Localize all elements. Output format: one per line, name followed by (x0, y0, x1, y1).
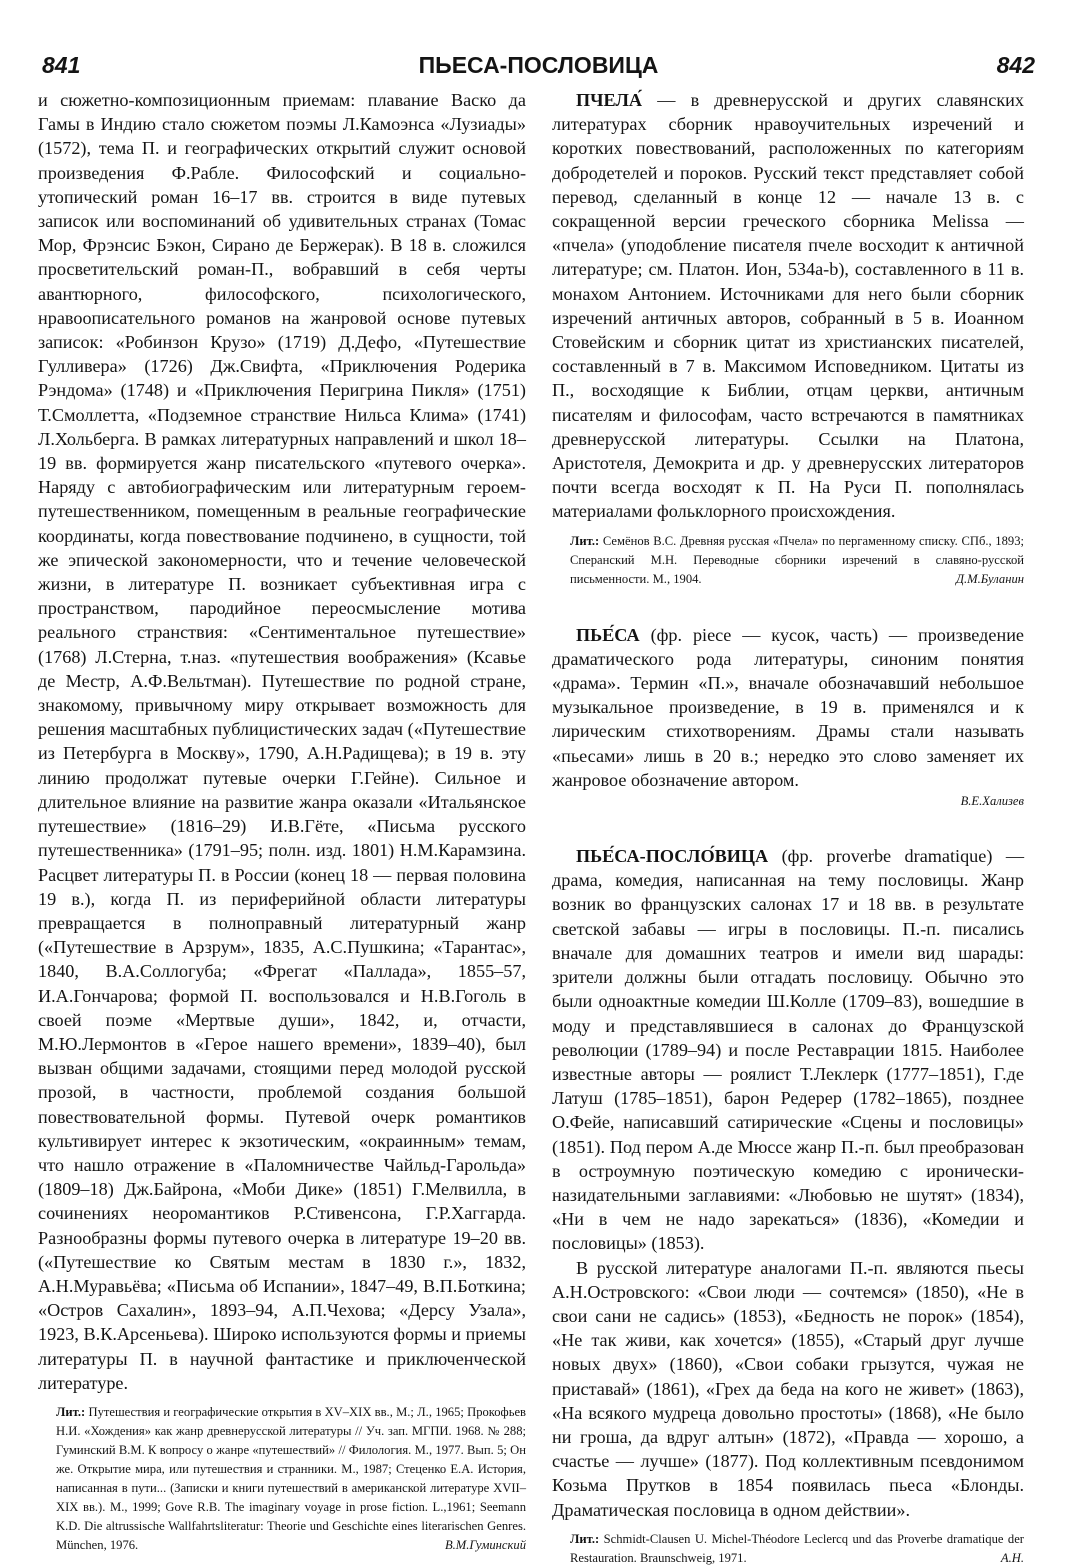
article-author: В.М.Гуминский (444, 1537, 526, 1552)
entry-text: (фр. proverbe dramatique) — драма, комедия, написанная на тему пословицы. Жанр возник во французских салонах 17 и 18 вв. в результате светской забавы — игры в пословицы. П.-п. писались вначале для домашних театров и имели вид шарады: зрители должны были отгадать пословицу. Обычно это были одноактные комедии Ш.Колле (1709–83), вошедшие в моду и представлявшиеся в салонах до Французской революции (1789–94) и после Реставрации 1815. Наиболее известные авторы — роялист Т.Леклерк (1777–1851), Г.де Латуш (1785–1851), барон Редерер (1782–1865), позднее О.Фейе, написавший сатирические «Сцены и пословицы» (1851). Под пером А.де Мюссе жанр П.-п. был преобразован в остроумную поэтическую комедию с иронически-назидательными заглавиями: «Любовью не шутят» (1834), «Ни в чем не надо зарекаться» (1836), «Комедии и пословицы» (1853). (552, 846, 1025, 1254)
right-column (552, 88, 1024, 1568)
references-text: Путешествия и географические открытия в XV–XIX вв., М.; Л., 1965; Прокофьев Н.И. «Хождения» как жанр древнерусской литературы // Уч. зап. МГПИ. 1968. № 288; Гуминский В.М. К вопросу о жанре «путешествий» // Филология. М., 1977. Вып. 5; Он же. Открытие мира, или путешествия и странники. М., 1987; Стеценко Е.А. История, написанная в пути... (Записки и книги путешествий в американской литературе XVII–XIX вв.). М., 1999; Gove R.B. The imaginary voyage in prose fiction. L.,1961; Seemann K.D. Die altrussische Wallfahrtsliteratur: Theorie und Geschichte eines literarischen Genres. München, 1976. (56, 1404, 526, 1552)
entry-body (552, 623, 1024, 792)
page-header (28, 52, 1049, 84)
references-label: Лит.: (570, 1531, 600, 1546)
right-page-number: 842 (996, 52, 1035, 78)
references-text: Семёнов В.С. Древняя русская «Пчела» по пергаменному списку. СПб., 1893; Сперанский М.Н. Переводные сборники изречений в славяно-русской письменности. М., 1904. (570, 533, 1024, 586)
entry-piesa (552, 623, 1024, 810)
left-column (38, 88, 526, 1555)
entry-piesa-poslovica (552, 844, 1024, 1568)
left-body-text: и сюжетно-композиционным приемам: плавание Васко да Гамы в Индию стало сюжетом поэмы Л.Камоэнса «Лузиады» (1572), тема П. и географических открытий служит основой произведения Ф.Рабле. Философский и социально-утопический роман 16–17 вв. строится в виде путевых записок или воспоминаний об удивительных странах (Томас Мор, Фрэнсис Бэкон, Сирано де Бержерак). В 18 в. сложился просветительский роман-П., вобравший в себя черты авантюрного, философского, психологического, нравоописательного романов на жанровой основе путевых записок: «Робинзон Крузо» (1719) Д.Дефо, «Путешествие Гулливера» (1726) Дж.Свифта, «Приключения Родерика Рэндома» (1748) и «Приключения Перигрина Пикля» (1751) Т.Смоллетта, «Подземное странствие Нильса Клима» (1741) Л.Хольберга. В рамках литературных направлений и школ 18–19 вв. формируется жанр писательского «путевого очерка». Наряду с автобиографическим или литературным героем-путешественником, помещенным в реальные географические координаты, когда повествование подчинено, в сущности, той же эпической закономерности, что и течение человеческой жизни, в литературе П. возникает субъективная игра с пространством, пародийное переосмысление мотива реального странствия: «Сентиментальное путешествие» (1768) Л.Стерна, т.наз. «путешествия воображения» (Ксавье де Местр, А.Ф.Вельтман). Путешествие по родной стране, знакомому, привычному миру открывает возможность для решения масштабных публицистических задач («Путешествие из Петербурга в Москву», 1790, А.Н.Радищева); в 19 в. эту линию продолжат путевые очерки Г.Гейне). Сильное и длительное влияние на развитие жанра оказали «Итальянское путешествие» (1816–29) И.В.Гёте, «Письма русского путешественника» (1791–95; полн. изд. 1801) Н.М.Карамзина. Расцвет литературы П. в России (конец 18 — первая половина 19 в.), когда П. из периферийной области литературы превращается в полноправный литературный жанр («Путешествие в Арзрум», 1835, А.С.Пушкина; «Тарантас», 1840, В.А.Соллогуба; «Фрегат «Паллада», 1855–57, И.А.Гончарова; формой П. воспользовался и Н.В.Гоголь в своей поэме «Мертвые души», 1842, и, отчасти, М.Ю.Лермонтов в «Герое нашего времени», 1839–40), был вызван общими задачами, стоящими перед молодой русской прозой, в частности, проблемой создания большой повествовательной формы. Путевой очерк романтиков культивирует интерес к экзотическим, «окраинным» темам, что нашло отражение в «Паломничестве Чайльд-Гарольда» (1809–18) Дж.Байрона, «Моби Дике» (1851) Г.Мелвилла, в сочинениях неоромантиков Р.Стивенсона, Г.Р.Хаггарда. Разнообразны формы путевого очерка в литературе 19–20 вв. («Путешествие ко Святым местам в 1830 г.», 1832, А.Н.Муравьёва; «Письма об Испании», 1847–49, В.П.Боткина; «Остров Сахалин», 1893–94, А.П.Чехова; «Дерсу Узала», 1923, В.К.Арсеньева). Широко используются формы и приемы литературы П. в научной фантастике и приключенческой литературе. (38, 90, 526, 1393)
references-label: Лит.: (570, 533, 600, 548)
references-label: Лит.: (56, 1404, 86, 1419)
entry-body (552, 88, 1024, 524)
entry-headword: ПЬЕ́СА (576, 624, 640, 645)
entry-text: (фр. piece — кусок, часть) — произведение драматического рода литературы, синоним понятия «драма». Термин «П.», вначале обозначавший небольшое музыкальное произведение, в 19 в. применялся и к лирическим стихотворениям. Драмы стали называть «пьесами» лишь в 20 в.; нередко это слово заменяет их жанровое обозначение автором. (552, 624, 1024, 790)
article-author: В.Е.Хализев (960, 794, 1024, 809)
running-title: ПЬЕСА-ПОСЛОВИЦА (418, 52, 659, 78)
left-page-number: 841 (42, 52, 81, 78)
references-text: Schmidt-Clausen U. Michel-Théodore Leclercq und das Proverbe dramatique der Restauration. Braunschweig, 1971. (570, 1531, 1024, 1565)
entry-body (552, 844, 1024, 1255)
entry-second-paragraph: В русской литературе аналогами П.-п. являются пьесы А.Н.Островского: «Свои люди — сочтемся» (1850), «Не в свои сани не садись» (1853), «Бедность не порок» (1854), «Не так живи, как хочется» (1855), «Старый друг лучше новых двух» (1860), «Свои собаки грызутся, чужая не приставай» (1861), «Грех да беда на кого не живет» (1863), «На всякого мудреца довольно простоты» (1868), «Не было ни гроша, да вдруг алтын» (1872), «Правда — хорошо, а счастье — лучше» (1877). Под коллективным псевдонимом Козьма Прутков в 1854 появилась пьеса «Блонды. Драматическая пословица в одном действии». (552, 1257, 1024, 1520)
left-references (38, 1403, 526, 1555)
article-author: А.Н. (1000, 1550, 1024, 1565)
entry-headword: ПЬЕ́СА-ПОСЛО́ВИЦА (576, 846, 769, 867)
article-author: Д.М.Буланин (955, 571, 1024, 586)
entry-headword: ПЧЕЛА́ (576, 90, 643, 110)
entry-references (552, 1530, 1024, 1568)
entry-pchela (552, 88, 1024, 589)
entry-text: — в древнерусской и других славянских литературах сборник нравоучительных изречений и коротких повествований, расположенных по категориям добродетелей и пороков. Русский текст представляет собой перевод, сделанный в конце 12 — начале 13 в. с сокращенной версии греческого сборника Melissa — «пчела» (уподобление писателя пчеле восходит к античной литературе; см. Платон. Ион, 534a-b), составленного в 11 в. монахом Антонием. Источниками для него были сборник изречений античных авторов, собранный в 5 в. Иоанном Стовейским и сборник цитат из христианских писателей, составленный в 7 в. Максимом Исповедником. Цитаты из П., восходящие к Библии, отцам церкви, античным писателям и философам, часто встречаются в памятниках древнерусской литературы. Ссылки на Платона, Аристотеля, Демокрита и др. у древнерусских литераторов почти всегда восходят к П. На Руси П. пополнялась материалами фольклорного происхождения. (552, 90, 1025, 522)
entry-references (552, 532, 1024, 589)
